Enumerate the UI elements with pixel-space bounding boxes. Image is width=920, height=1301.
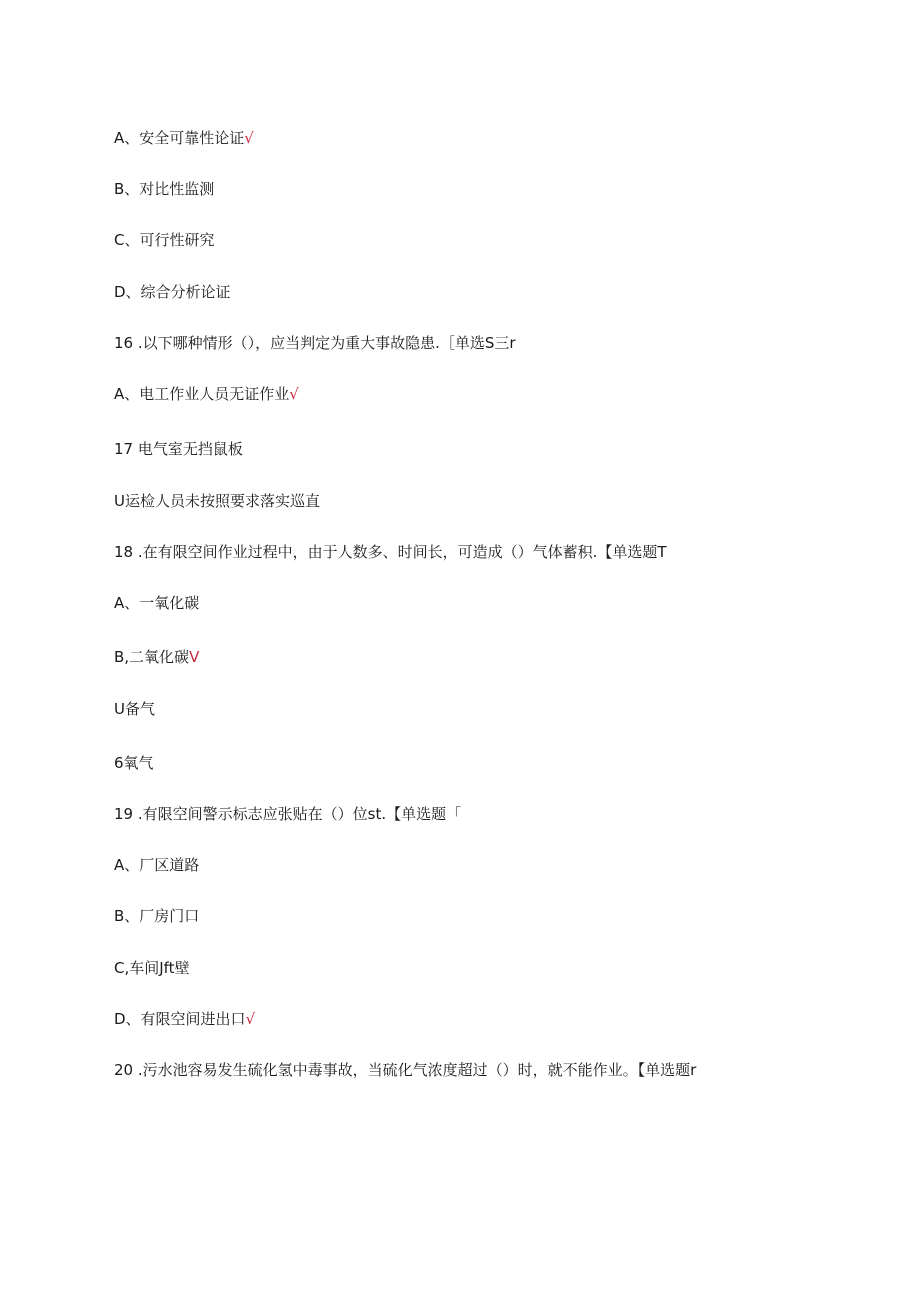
option-b-factory-door — [114, 906, 199, 926]
line-text: D、综合分析论证 — [114, 283, 231, 301]
option-a-uncertified-electrician — [114, 384, 299, 404]
line-text: B、对比性监测 — [114, 180, 215, 198]
question-text: 16 .以下哪种情形（），应当判定为重大事故隐患.［单选S三r — [114, 334, 516, 352]
correct-mark-icon: √ — [244, 129, 254, 147]
line-text: U备气 — [114, 700, 155, 718]
line-text: C,车间Jft壁 — [114, 959, 190, 977]
question-20 — [114, 1060, 696, 1080]
line-text: C、可行性研究 — [114, 231, 215, 249]
option-c-workshop-wall — [114, 958, 190, 978]
line-text: B、厂房门口 — [114, 907, 200, 925]
option-a-safety-reliability — [114, 128, 254, 148]
line-text: U运检人员未按照要求落实巡直 — [114, 492, 320, 510]
option-b-comparative-monitoring — [114, 179, 214, 199]
option-b-no-rodent-board — [114, 439, 243, 459]
question-text: 18 .在有限空间作业过程中，由于人数多、时间长，可造成（）气体蓄积.【单选题T — [114, 543, 667, 561]
question-19 — [114, 804, 461, 824]
option-b-carbon-dioxide — [114, 647, 199, 667]
line-text: 17 电气室无挡鼠板 — [114, 440, 243, 458]
option-a-carbon-monoxide — [114, 593, 199, 613]
line-text: D、有限空间进出口 — [114, 1010, 246, 1028]
question-text: 20 .污水池容易发生硫化氢中毒事故，当硫化气浓度超过（）时，就不能作业。【单选题r — [114, 1061, 697, 1079]
option-c-gas — [114, 699, 155, 719]
question-18 — [114, 542, 667, 562]
option-d-oxygen — [114, 753, 154, 773]
line-text: 6氧气 — [114, 754, 154, 772]
option-c-feasibility-study — [114, 230, 214, 250]
line-text: A、一氧化碳 — [114, 594, 200, 612]
option-c-patrol-not-implemented — [114, 491, 320, 511]
line-text: A、电工作业人员无证作业 — [114, 385, 290, 403]
question-16 — [114, 333, 516, 353]
option-a-factory-road — [114, 855, 199, 875]
line-text: A、厂区道路 — [114, 856, 200, 874]
option-d-confined-space-entrance — [114, 1009, 255, 1029]
correct-mark-icon: √ — [245, 1010, 256, 1028]
line-text: A、安全可靠性论证 — [114, 129, 245, 147]
line-text: B,二氧化碳 — [114, 648, 190, 666]
option-d-comprehensive-analysis — [114, 282, 231, 302]
correct-mark-icon: V — [189, 648, 200, 666]
question-text: 19 .有限空间警示标志应张贴在（）位st.【单选题「 — [114, 805, 462, 823]
correct-mark-icon: √ — [289, 385, 299, 403]
